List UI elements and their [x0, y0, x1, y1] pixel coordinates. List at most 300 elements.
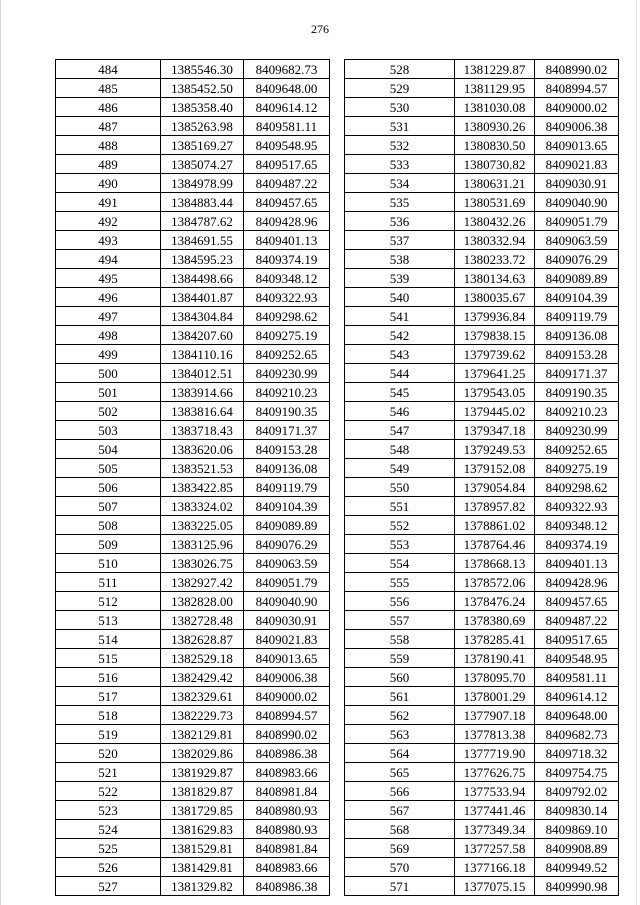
x-coordinate-cell: 1382828.00	[161, 592, 244, 611]
x-coordinate-cell: 1384787.62	[161, 212, 244, 231]
x-coordinate-cell: 1379054.84	[455, 478, 535, 497]
y-coordinate-cell: 8408986.38	[244, 877, 330, 896]
x-coordinate-cell: 1384012.51	[161, 364, 244, 383]
point-number-cell: 490	[56, 174, 161, 193]
table-row	[345, 744, 619, 763]
x-coordinate-cell: 1385169.27	[161, 136, 244, 155]
y-coordinate-cell: 8409428.96	[244, 212, 330, 231]
table-row	[345, 687, 619, 706]
y-coordinate-cell: 8409000.02	[244, 687, 330, 706]
table-row	[345, 706, 619, 725]
y-coordinate-cell: 8409754.75	[535, 763, 619, 782]
x-coordinate-cell: 1379543.05	[455, 383, 535, 402]
table-row	[56, 269, 330, 288]
y-coordinate-cell: 8409040.90	[244, 592, 330, 611]
x-coordinate-cell: 1380233.72	[455, 250, 535, 269]
x-coordinate-cell: 1383026.75	[161, 554, 244, 573]
table-row	[345, 858, 619, 877]
x-coordinate-cell: 1378572.06	[455, 573, 535, 592]
table-row	[345, 801, 619, 820]
x-coordinate-cell: 1385546.30	[161, 60, 244, 79]
point-number-cell: 507	[56, 497, 161, 516]
point-number-cell: 505	[56, 459, 161, 478]
x-coordinate-cell: 1379838.15	[455, 326, 535, 345]
point-number-cell: 485	[56, 79, 161, 98]
y-coordinate-cell: 8409119.79	[244, 478, 330, 497]
y-coordinate-cell: 8409190.35	[244, 402, 330, 421]
table-row	[56, 231, 330, 250]
point-number-cell: 502	[56, 402, 161, 421]
y-coordinate-cell: 8409089.89	[535, 269, 619, 288]
x-coordinate-cell: 1380631.21	[455, 174, 535, 193]
point-number-cell: 552	[345, 516, 455, 535]
point-number-cell: 529	[345, 79, 455, 98]
point-number-cell: 531	[345, 117, 455, 136]
y-coordinate-cell: 8409648.00	[535, 706, 619, 725]
table-row	[56, 592, 330, 611]
table-row	[56, 155, 330, 174]
y-coordinate-cell: 8409718.32	[535, 744, 619, 763]
table-row	[56, 459, 330, 478]
point-number-cell: 516	[56, 668, 161, 687]
table-row	[56, 630, 330, 649]
y-coordinate-cell: 8408994.57	[535, 79, 619, 98]
y-coordinate-cell: 8408980.93	[244, 801, 330, 820]
y-coordinate-cell: 8409252.65	[244, 345, 330, 364]
y-coordinate-cell: 8409487.22	[535, 611, 619, 630]
y-coordinate-cell: 8409230.99	[244, 364, 330, 383]
point-number-cell: 534	[345, 174, 455, 193]
table-row	[56, 611, 330, 630]
x-coordinate-cell: 1377626.75	[455, 763, 535, 782]
y-coordinate-cell: 8409230.99	[535, 421, 619, 440]
point-number-cell: 546	[345, 402, 455, 421]
y-coordinate-cell: 8409030.91	[244, 611, 330, 630]
y-coordinate-cell: 8409869.10	[535, 820, 619, 839]
x-coordinate-cell: 1380930.26	[455, 117, 535, 136]
y-coordinate-cell: 8409428.96	[535, 573, 619, 592]
y-coordinate-cell: 8409076.29	[244, 535, 330, 554]
y-coordinate-cell: 8409298.62	[535, 478, 619, 497]
x-coordinate-cell: 1382728.48	[161, 611, 244, 630]
x-coordinate-cell: 1378764.46	[455, 535, 535, 554]
point-number-cell: 542	[345, 326, 455, 345]
x-coordinate-cell: 1381629.83	[161, 820, 244, 839]
y-coordinate-cell: 8408980.93	[244, 820, 330, 839]
point-number-cell: 549	[345, 459, 455, 478]
table-row	[345, 345, 619, 364]
table-row	[56, 877, 330, 896]
table-row	[345, 877, 619, 896]
table-row	[56, 421, 330, 440]
table-row	[345, 611, 619, 630]
table-row	[345, 79, 619, 98]
coordinates-table-right	[344, 59, 619, 896]
y-coordinate-cell: 8408990.02	[244, 725, 330, 744]
point-number-cell: 492	[56, 212, 161, 231]
point-number-cell: 560	[345, 668, 455, 687]
table-row	[56, 763, 330, 782]
table-row	[56, 402, 330, 421]
table-row	[345, 402, 619, 421]
table-row	[345, 288, 619, 307]
y-coordinate-cell: 8409682.73	[535, 725, 619, 744]
point-number-cell: 550	[345, 478, 455, 497]
table-row	[56, 687, 330, 706]
point-number-cell: 513	[56, 611, 161, 630]
y-coordinate-cell: 8409006.38	[244, 668, 330, 687]
table-row	[56, 858, 330, 877]
point-number-cell: 496	[56, 288, 161, 307]
point-number-cell: 495	[56, 269, 161, 288]
point-number-cell: 536	[345, 212, 455, 231]
x-coordinate-cell: 1378476.24	[455, 592, 535, 611]
x-coordinate-cell: 1379347.18	[455, 421, 535, 440]
x-coordinate-cell: 1382529.18	[161, 649, 244, 668]
point-number-cell: 563	[345, 725, 455, 744]
point-number-cell: 519	[56, 725, 161, 744]
table-row	[345, 174, 619, 193]
page-number: 276	[311, 22, 329, 36]
x-coordinate-cell: 1377166.18	[455, 858, 535, 877]
y-coordinate-cell: 8409190.35	[535, 383, 619, 402]
x-coordinate-cell: 1380830.50	[455, 136, 535, 155]
point-number-cell: 548	[345, 440, 455, 459]
x-coordinate-cell: 1378380.69	[455, 611, 535, 630]
point-number-cell: 503	[56, 421, 161, 440]
point-number-cell: 530	[345, 98, 455, 117]
point-number-cell: 489	[56, 155, 161, 174]
y-coordinate-cell: 8409171.37	[535, 364, 619, 383]
table-row	[56, 516, 330, 535]
y-coordinate-cell: 8409153.28	[535, 345, 619, 364]
table-row	[345, 269, 619, 288]
point-number-cell: 488	[56, 136, 161, 155]
point-number-cell: 571	[345, 877, 455, 896]
y-coordinate-cell: 8409374.19	[535, 535, 619, 554]
point-number-cell: 500	[56, 364, 161, 383]
point-number-cell: 544	[345, 364, 455, 383]
y-coordinate-cell: 8409040.90	[535, 193, 619, 212]
point-number-cell: 535	[345, 193, 455, 212]
table-row	[56, 193, 330, 212]
y-coordinate-cell: 8409682.73	[244, 60, 330, 79]
point-number-cell: 504	[56, 440, 161, 459]
table-row	[345, 117, 619, 136]
x-coordinate-cell: 1381229.87	[455, 60, 535, 79]
point-number-cell: 566	[345, 782, 455, 801]
y-coordinate-cell: 8409210.23	[535, 402, 619, 421]
x-coordinate-cell: 1378861.02	[455, 516, 535, 535]
point-number-cell: 541	[345, 307, 455, 326]
y-coordinate-cell: 8409063.59	[535, 231, 619, 250]
table-row	[345, 155, 619, 174]
scan-edge-right	[636, 0, 637, 905]
x-coordinate-cell: 1384401.87	[161, 288, 244, 307]
point-number-cell: 511	[56, 573, 161, 592]
table-row	[56, 288, 330, 307]
x-coordinate-cell: 1377349.34	[455, 820, 535, 839]
x-coordinate-cell: 1377075.15	[455, 877, 535, 896]
table-row	[345, 60, 619, 79]
point-number-cell: 569	[345, 839, 455, 858]
point-number-cell: 564	[345, 744, 455, 763]
table-row	[345, 383, 619, 402]
y-coordinate-cell: 8409830.14	[535, 801, 619, 820]
table-row	[56, 117, 330, 136]
point-number-cell: 484	[56, 60, 161, 79]
table-row	[345, 763, 619, 782]
table-row	[56, 212, 330, 231]
y-coordinate-cell: 8409089.89	[244, 516, 330, 535]
point-number-cell: 533	[345, 155, 455, 174]
point-number-cell: 487	[56, 117, 161, 136]
y-coordinate-cell: 8409548.95	[535, 649, 619, 668]
table-row	[56, 839, 330, 858]
x-coordinate-cell: 1377719.90	[455, 744, 535, 763]
x-coordinate-cell: 1383816.64	[161, 402, 244, 421]
point-number-cell: 558	[345, 630, 455, 649]
y-coordinate-cell: 8409949.52	[535, 858, 619, 877]
y-coordinate-cell: 8409136.08	[244, 459, 330, 478]
table-row	[345, 782, 619, 801]
table-row	[345, 725, 619, 744]
point-number-cell: 494	[56, 250, 161, 269]
y-coordinate-cell: 8409136.08	[535, 326, 619, 345]
table-row	[56, 174, 330, 193]
table-row	[56, 706, 330, 725]
x-coordinate-cell: 1380531.69	[455, 193, 535, 212]
y-coordinate-cell: 8409517.65	[535, 630, 619, 649]
point-number-cell: 551	[345, 497, 455, 516]
x-coordinate-cell: 1379152.08	[455, 459, 535, 478]
y-coordinate-cell: 8409517.65	[244, 155, 330, 174]
point-number-cell: 570	[345, 858, 455, 877]
table-row	[56, 307, 330, 326]
table-row	[345, 478, 619, 497]
x-coordinate-cell: 1384883.44	[161, 193, 244, 212]
table-row	[345, 364, 619, 383]
x-coordinate-cell: 1384304.84	[161, 307, 244, 326]
y-coordinate-cell: 8409119.79	[535, 307, 619, 326]
y-coordinate-cell: 8409021.83	[244, 630, 330, 649]
table-row	[345, 630, 619, 649]
table-row	[345, 649, 619, 668]
x-coordinate-cell: 1377813.38	[455, 725, 535, 744]
table-row	[56, 820, 330, 839]
x-coordinate-cell: 1384978.99	[161, 174, 244, 193]
x-coordinate-cell: 1385358.40	[161, 98, 244, 117]
y-coordinate-cell: 8409171.37	[244, 421, 330, 440]
y-coordinate-cell: 8409013.65	[535, 136, 619, 155]
x-coordinate-cell: 1384595.23	[161, 250, 244, 269]
table-row	[56, 725, 330, 744]
x-coordinate-cell: 1381829.87	[161, 782, 244, 801]
y-coordinate-cell: 8409063.59	[244, 554, 330, 573]
y-coordinate-cell: 8409614.12	[535, 687, 619, 706]
point-number-cell: 520	[56, 744, 161, 763]
table-row	[56, 383, 330, 402]
y-coordinate-cell: 8409548.95	[244, 136, 330, 155]
point-number-cell: 514	[56, 630, 161, 649]
x-coordinate-cell: 1381329.82	[161, 877, 244, 896]
table-row	[345, 231, 619, 250]
x-coordinate-cell: 1377533.94	[455, 782, 535, 801]
y-coordinate-cell: 8409275.19	[535, 459, 619, 478]
point-number-cell: 523	[56, 801, 161, 820]
point-number-cell: 524	[56, 820, 161, 839]
point-number-cell: 491	[56, 193, 161, 212]
table-row	[56, 364, 330, 383]
x-coordinate-cell: 1378190.41	[455, 649, 535, 668]
point-number-cell: 547	[345, 421, 455, 440]
y-coordinate-cell: 8409348.12	[244, 269, 330, 288]
table-row	[345, 592, 619, 611]
table-row	[345, 421, 619, 440]
y-coordinate-cell: 8408981.84	[244, 839, 330, 858]
x-coordinate-cell: 1383324.02	[161, 497, 244, 516]
x-coordinate-cell: 1378001.29	[455, 687, 535, 706]
x-coordinate-cell: 1382229.73	[161, 706, 244, 725]
x-coordinate-cell: 1383914.66	[161, 383, 244, 402]
point-number-cell: 526	[56, 858, 161, 877]
point-number-cell: 567	[345, 801, 455, 820]
x-coordinate-cell: 1379936.84	[455, 307, 535, 326]
point-number-cell: 498	[56, 326, 161, 345]
y-coordinate-cell: 8409792.02	[535, 782, 619, 801]
x-coordinate-cell: 1380035.67	[455, 288, 535, 307]
table-row	[56, 782, 330, 801]
x-coordinate-cell: 1382927.42	[161, 573, 244, 592]
point-number-cell: 532	[345, 136, 455, 155]
y-coordinate-cell: 8409457.65	[244, 193, 330, 212]
y-coordinate-cell: 8409104.39	[244, 497, 330, 516]
point-number-cell: 522	[56, 782, 161, 801]
y-coordinate-cell: 8409581.11	[244, 117, 330, 136]
point-number-cell: 512	[56, 592, 161, 611]
point-number-cell: 554	[345, 554, 455, 573]
table-row	[345, 212, 619, 231]
x-coordinate-cell: 1384207.60	[161, 326, 244, 345]
table-row	[56, 744, 330, 763]
table-row	[345, 573, 619, 592]
point-number-cell: 538	[345, 250, 455, 269]
point-number-cell: 510	[56, 554, 161, 573]
y-coordinate-cell: 8409487.22	[244, 174, 330, 193]
point-number-cell: 565	[345, 763, 455, 782]
coordinates-table-left	[55, 59, 330, 896]
x-coordinate-cell: 1377441.46	[455, 801, 535, 820]
y-coordinate-cell: 8409104.39	[535, 288, 619, 307]
table-row	[345, 535, 619, 554]
point-number-cell: 561	[345, 687, 455, 706]
table-row	[345, 497, 619, 516]
table-row	[56, 345, 330, 364]
table-row	[345, 307, 619, 326]
point-number-cell: 509	[56, 535, 161, 554]
x-coordinate-cell: 1381030.08	[455, 98, 535, 117]
point-number-cell: 506	[56, 478, 161, 497]
point-number-cell: 555	[345, 573, 455, 592]
point-number-cell: 527	[56, 877, 161, 896]
y-coordinate-cell: 8409401.13	[535, 554, 619, 573]
x-coordinate-cell: 1385452.50	[161, 79, 244, 98]
x-coordinate-cell: 1382429.42	[161, 668, 244, 687]
table-row	[345, 516, 619, 535]
x-coordinate-cell: 1379249.53	[455, 440, 535, 459]
point-number-cell: 559	[345, 649, 455, 668]
table-row	[56, 136, 330, 155]
table-row	[56, 573, 330, 592]
table-row	[345, 193, 619, 212]
y-coordinate-cell: 8409648.00	[244, 79, 330, 98]
y-coordinate-cell: 8408994.57	[244, 706, 330, 725]
y-coordinate-cell: 8409322.93	[535, 497, 619, 516]
y-coordinate-cell: 8409322.93	[244, 288, 330, 307]
point-number-cell: 553	[345, 535, 455, 554]
x-coordinate-cell: 1383521.53	[161, 459, 244, 478]
x-coordinate-cell: 1382129.81	[161, 725, 244, 744]
y-coordinate-cell: 8409457.65	[535, 592, 619, 611]
y-coordinate-cell: 8409006.38	[535, 117, 619, 136]
table-row	[345, 250, 619, 269]
y-coordinate-cell: 8408983.66	[244, 763, 330, 782]
point-number-cell: 543	[345, 345, 455, 364]
table-row	[56, 649, 330, 668]
x-coordinate-cell: 1382628.87	[161, 630, 244, 649]
point-number-cell: 557	[345, 611, 455, 630]
y-coordinate-cell: 8409021.83	[535, 155, 619, 174]
table-row	[345, 98, 619, 117]
table-row	[56, 60, 330, 79]
x-coordinate-cell: 1382329.61	[161, 687, 244, 706]
point-number-cell: 562	[345, 706, 455, 725]
y-coordinate-cell: 8409581.11	[535, 668, 619, 687]
x-coordinate-cell: 1377257.58	[455, 839, 535, 858]
y-coordinate-cell: 8409348.12	[535, 516, 619, 535]
table-row	[345, 668, 619, 687]
y-coordinate-cell: 8409275.19	[244, 326, 330, 345]
y-coordinate-cell: 8409614.12	[244, 98, 330, 117]
point-number-cell: 545	[345, 383, 455, 402]
point-number-cell: 537	[345, 231, 455, 250]
point-number-cell: 528	[345, 60, 455, 79]
table-row	[56, 801, 330, 820]
point-number-cell: 540	[345, 288, 455, 307]
x-coordinate-cell: 1379739.62	[455, 345, 535, 364]
x-coordinate-cell: 1378285.41	[455, 630, 535, 649]
y-coordinate-cell: 8409374.19	[244, 250, 330, 269]
x-coordinate-cell: 1380432.26	[455, 212, 535, 231]
x-coordinate-cell: 1383125.96	[161, 535, 244, 554]
x-coordinate-cell: 1383620.06	[161, 440, 244, 459]
y-coordinate-cell: 8409153.28	[244, 440, 330, 459]
x-coordinate-cell: 1381729.85	[161, 801, 244, 820]
y-coordinate-cell: 8408981.84	[244, 782, 330, 801]
scan-edge-left	[0, 0, 1, 905]
x-coordinate-cell: 1377907.18	[455, 706, 535, 725]
y-coordinate-cell: 8409990.98	[535, 877, 619, 896]
x-coordinate-cell: 1380332.94	[455, 231, 535, 250]
point-number-cell: 556	[345, 592, 455, 611]
table-row	[56, 79, 330, 98]
table-row	[56, 478, 330, 497]
y-coordinate-cell: 8409051.79	[535, 212, 619, 231]
x-coordinate-cell: 1379445.02	[455, 402, 535, 421]
x-coordinate-cell: 1383718.43	[161, 421, 244, 440]
y-coordinate-cell: 8409013.65	[244, 649, 330, 668]
x-coordinate-cell: 1382029.86	[161, 744, 244, 763]
